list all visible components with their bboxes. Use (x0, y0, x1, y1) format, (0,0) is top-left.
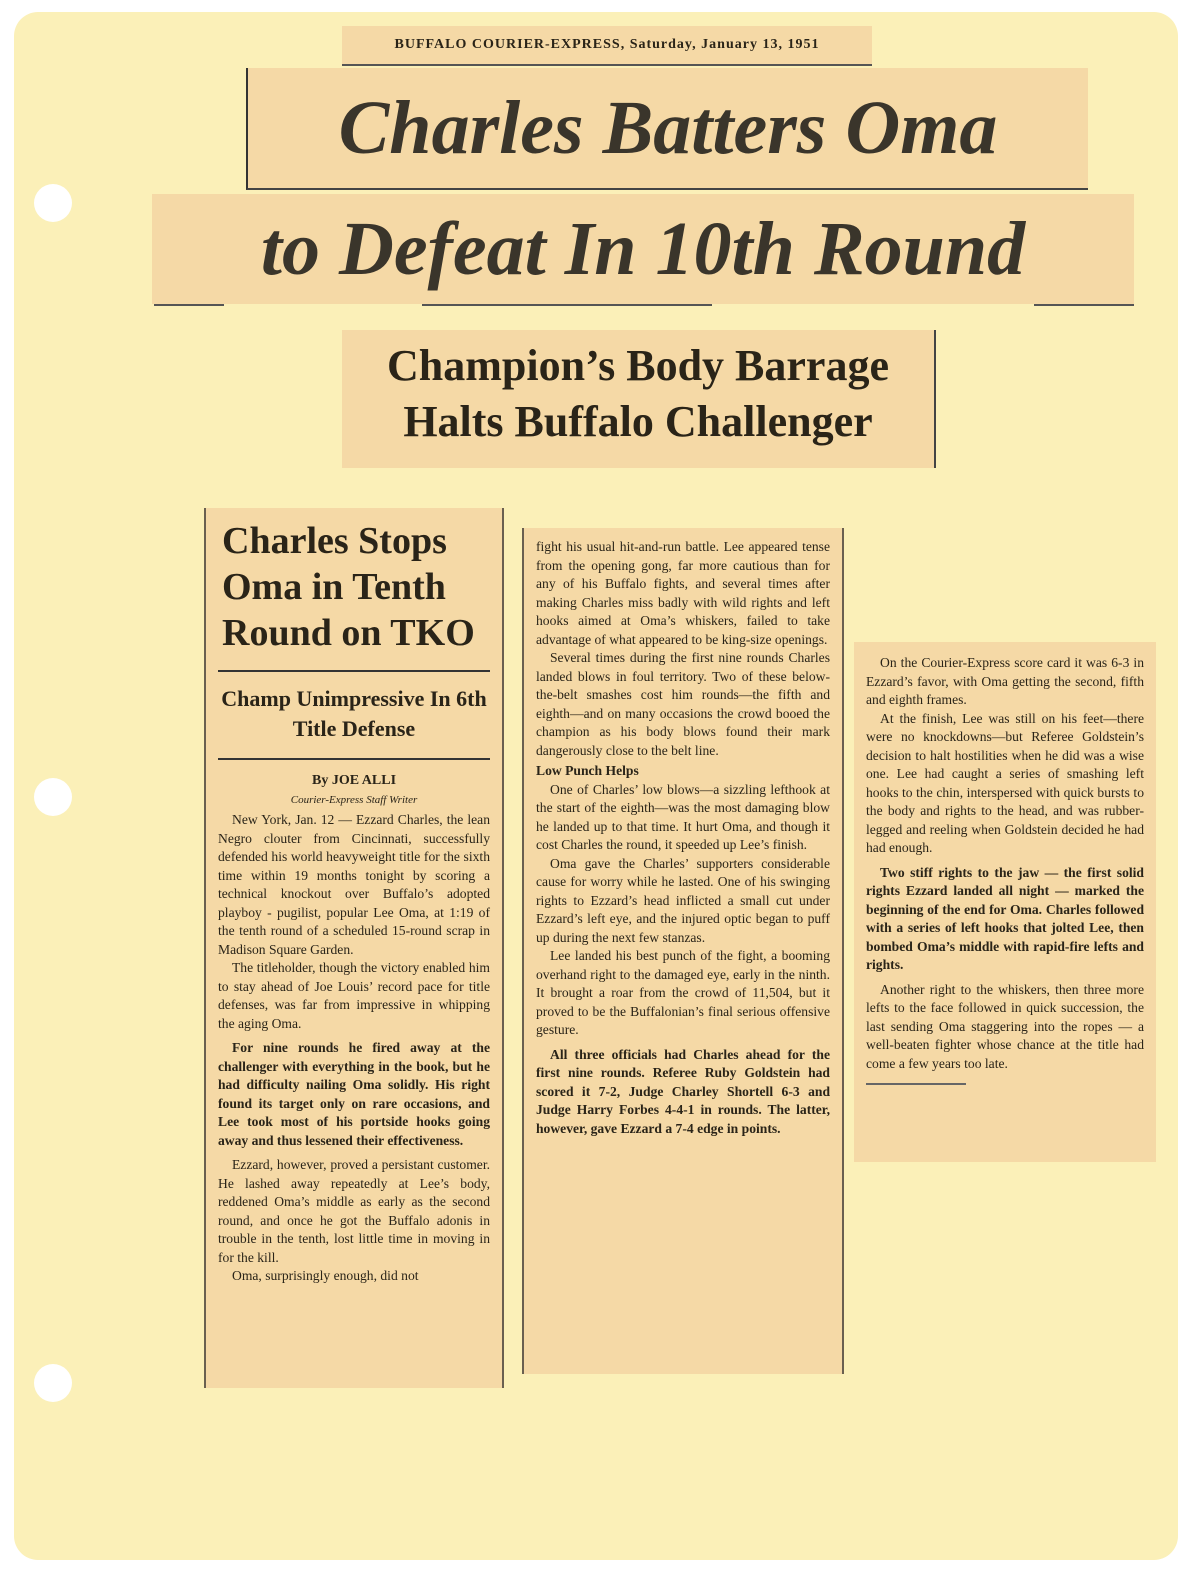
paragraph: fight his usual hit-and-run battle. Lee appeared tense from the opening gong, far more cautious than for any of his Buffalo fights, and several times after making Charles miss badly with wild rights and left hooks aimed at Oma’s whiskers, failed to take advantage of what appeared to be king-size openings. (536, 539, 830, 647)
title-rule (218, 670, 490, 672)
end-rule (866, 1083, 966, 1085)
article-column-1 (204, 508, 504, 1388)
paragraph: New York, Jan. 12 — Ezzard Charles, the lean Negro clouter from Cincinnati, successfully defended his world heavyweight title for the sixth time within 19 months tonight by scoring a technical knockout over Buffalo’s adopted playboy - pugilist, popular Lee Oma, at 1:19 of the tenth round of a scheduled 15-round scrap in Madison Square Garden. (218, 812, 490, 957)
scrapbook-page (14, 12, 1178, 1560)
deck-line-1: Champion’s Body Barrage (387, 341, 889, 390)
subhead: Low Punch Helps (536, 763, 639, 778)
paragraph: Oma, surprisingly enough, did not (232, 1268, 419, 1283)
paragraph: Several times during the first nine rounds Charles landed blows in foul territory. Two of these below-the-belt smashes cost him rounds—the fifth and eighth—and on many occasions the crowd booed the champion as his body blows found their mark dangerously close to the belt line. (536, 650, 830, 758)
paragraph: Lee landed his best punch of the fight, a booming overhand right to the damaged eye, early in the ninth. It brought a roar from the crowd of 11,504, but it proved to be the Buffalonian’s final serious offensive gesture. (536, 948, 830, 1037)
byline-role: Courier-Express Staff Writer (290, 793, 418, 806)
paragraph: Another right to the whiskers, then three more lefts to the face followed in quick succession, the last sending Oma staggering into the ropes — a well-beaten fighter whose chance at the title had come a few years too late. (866, 981, 1144, 1071)
paragraph-bold: For nine rounds he fired away at the challenger with everything in the book, but he had difficulty nailing Oma solidly. His right found its target only on rare occasions, and Lee took most of his portside hooks going away and thus lessened their effectiveness. (218, 1040, 490, 1148)
byline: By JOE ALLI (311, 773, 397, 788)
article-column-2 (522, 528, 844, 1374)
divider-center (422, 304, 712, 306)
headline-line-2: to Defeat In 10th Round (152, 194, 1134, 304)
article-column-3 (854, 642, 1156, 1162)
subtitle-rule (218, 758, 490, 760)
paragraph: At the finish, Lee was still on his feet—there were no knockdowns—but Referee Goldstein’s decision to halt hostilities when he did was a wise one. Lee had caught a series of smashing left hooks to the chin, interspersed with quick bursts to the body and rights to the head, and was rubber-legged and reeling when Goldstein decided he had had enough. (866, 710, 1144, 855)
paragraph: Oma gave the Charles’ supporters considerable cause for worry while he lasted. One of his swinging rights to Ezzard’s head inflicted a small cut under Ezzard’s left eye, and the injured optic began to puff up during the next few stanzas. (536, 855, 830, 945)
deck-line-2: Halts Buffalo Challenger (403, 397, 873, 446)
paragraph: One of Charles’ low blows—a sizzling lefthook at the start of the eighth—was the most damaging blow he landed up to that time. It hurt Oma, and though it cost Charles the round, it speeded up Lee’s finish. (536, 781, 830, 852)
paragraph: The titleholder, though the victory enabled him to stay ahead of Joe Louis’ record pace for title defenses, was far from impressive in whipping the aging Oma. (218, 960, 490, 1031)
paragraph-bold: Two stiff rights to the jaw — the first solid rights Ezzard landed all night — marked the beginning of the end for Oma. Charles followed with a series of left hooks that jolted Lee, then bombed Oma’s middle with rapid-fire lefts and rights. (866, 864, 1144, 972)
divider-right (1034, 304, 1134, 306)
binder-hole-top (34, 184, 72, 222)
paragraph-bold: All three officials had Charles ahead for the first nine rounds. Referee Ruby Goldstein had scored it 7-2, Judge Charley Shortell 6-3 and Judge Harry Forbes 4-4-1 in rounds. The latter, however, gave Ezzard a 7-4 edge in points. (536, 1046, 830, 1136)
dateline: BUFFALO COURIER-EXPRESS, Saturday, January 13, 1951 (342, 26, 872, 66)
paragraph: Ezzard, however, proved a persistant customer. He lashed away repeatedly at Lee’s body, reddened Oma’s middle as early as the second round, and once he got the Buffalo adonis in trouble in the tenth, lost little time in moving in for the kill. (218, 1157, 490, 1265)
article-subtitle: Champ Unimpressive In 6th Title Defense (221, 686, 487, 741)
binder-hole-middle (34, 778, 72, 816)
article-title: Charles Stops Oma in Tenth Round on TKO (222, 520, 475, 654)
divider-left (154, 304, 224, 306)
paragraph: On the Courier-Express score card it was 6-3 in Ezzard’s favor, with Oma getting the second, fifth and eighth frames. (866, 655, 1144, 707)
deck-headline (342, 330, 936, 468)
headline-line-1: Charles Batters Oma (246, 68, 1088, 190)
binder-hole-bottom (34, 1364, 72, 1402)
